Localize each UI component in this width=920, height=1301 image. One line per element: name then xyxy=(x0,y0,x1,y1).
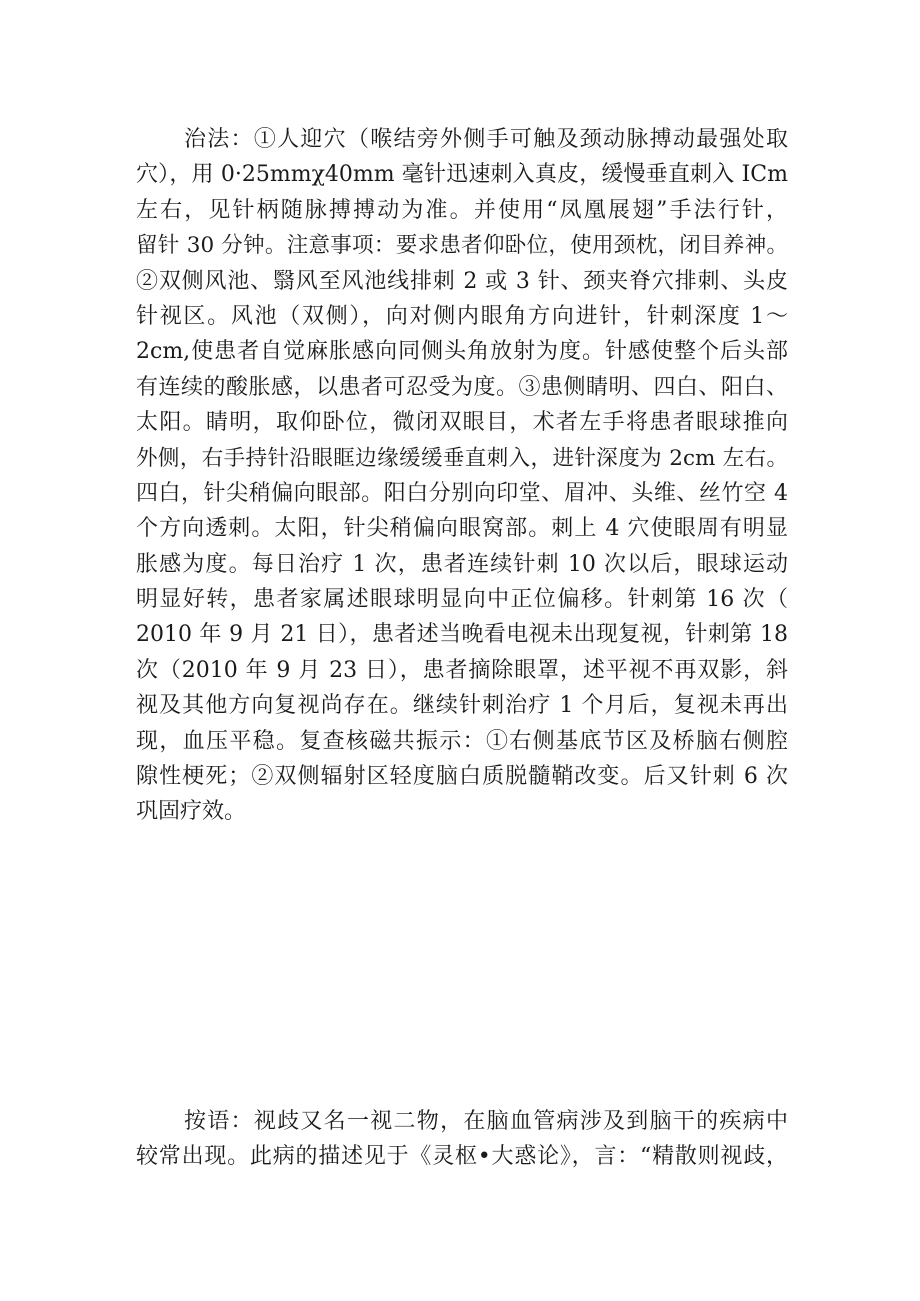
text-line: 隙性梗死；②双侧辐射区轻度脑白质脱髓鞘改变。后又针刺 6 次 xyxy=(136,764,788,790)
text-line: 外侧，右手持针沿眼眶边缘缓缓垂直刺入，进针深度为 2cm 左右。 xyxy=(136,445,788,471)
text-line: 穴），用 0·25mmχ40mm 毫针迅速刺入真皮，缓慢垂直刺入 ICm xyxy=(136,162,788,188)
text-line: 次（2010 年 9 月 23 日），患者摘除眼罩，述平视不再双影，斜 xyxy=(136,657,788,683)
text-line: 视及其他方向复视尚存在。继续针刺治疗 1 个月后，复视未再出 xyxy=(136,693,788,719)
text-line: 个方向透刺。太阳，针尖稍偏向眼窝部。刺上 4 穴使眼周有明显 xyxy=(136,516,788,542)
text-line: 四白，针尖稍偏向眼部。阳白分别向印堂、眉冲、头维、丝竹空 4 xyxy=(136,480,788,506)
text-line: 较常出现。此病的描述见于《灵枢•大惑论》，言：“精散则视歧， xyxy=(136,1144,788,1170)
text-line: 按语：视歧又名一视二物，在脑血管病涉及到脑干的疾病中 xyxy=(184,1109,788,1134)
text-line: 有连续的酸胀感，以患者可忍受为度。③患侧睛明、四白、阳白、 xyxy=(136,374,788,400)
text-line: 现，血压平稳。复查核磁共振示：①右侧基底节区及桥脑右侧腔 xyxy=(136,728,788,754)
text-line: 2cm,使患者自觉麻胀感向同侧头角放射为度。针感使整个后头部 xyxy=(136,339,788,365)
text-line: 留针 30 分钟。注意事项：要求患者仰卧位，使用颈枕，闭目养神。 xyxy=(136,233,788,259)
paragraph-commentary xyxy=(136,1104,788,1175)
text-line: 左右，见针柄随脉搏搏动为准。并使用“凤凰展翅”手法行针， xyxy=(136,197,788,223)
text-line: 明显好转，患者家属述眼球明显向中正位偏移。针刺第 16 次（ xyxy=(136,587,788,613)
text-line: 巩固疗效。 xyxy=(136,799,247,825)
text-line: ②双侧风池、翳风至风池线排刺 2 或 3 针、颈夹脊穴排刺、头皮 xyxy=(136,268,788,294)
text-line: 治法：①人迎穴（喉结旁外侧手可触及颈动脉搏动最强处取 xyxy=(184,127,788,152)
text-line: 胀感为度。每日治疗 1 次，患者连续针刺 10 次以后，眼球运动 xyxy=(136,551,788,577)
paragraph-treatment xyxy=(136,122,788,830)
text-line: 2010 年 9 月 21 日），患者述当晚看电视未出现复视，针刺第 18 xyxy=(136,622,788,648)
text-line: 太阳。睛明，取仰卧位，微闭双眼目，术者左手将患者眼球推向 xyxy=(136,410,788,436)
text-line: 针视区。风池（双侧），向对侧内眼角方向进针，针刺深度 1～ xyxy=(136,303,788,329)
